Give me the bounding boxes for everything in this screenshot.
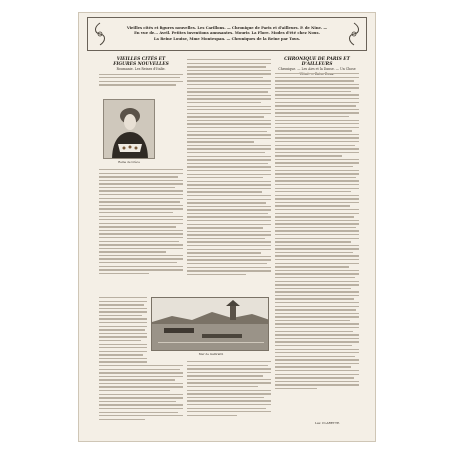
left-article-body-top [99, 74, 183, 86]
left-article-body-end [99, 365, 183, 422]
header-line: En vue de... Avril. Petites inventions amusantes. Mourir. La Flore. Modes d'été chez Nous. [134, 31, 320, 36]
right-column-body [275, 73, 359, 391]
header-banner [87, 17, 367, 51]
photo-caption: Mer de Galbraith [198, 352, 224, 356]
middle-column-body-bottom [187, 361, 271, 418]
portrait-caption: Reine de Grèce [118, 160, 140, 164]
author-signature: Lav. CLARETTE. [315, 421, 341, 425]
right-article-subtitle: Chronique. — Les Airs et la Danse. — Un Chose [278, 67, 356, 71]
right-ornament-icon [342, 19, 366, 49]
harbor-photo [151, 297, 269, 351]
header-line: Vieilles cités et figures nouvelles. Les Carillons. — Chronique de Paris et d'ailleurs. P. de Nine. — [126, 26, 328, 31]
left-article-title-line1: VIEILLES CITÉS ET [116, 57, 166, 62]
header-contents [112, 26, 342, 42]
left-article-body [99, 169, 183, 276]
middle-column-body [187, 59, 271, 277]
left-article [99, 57, 183, 88]
left-ornament-icon [88, 19, 112, 49]
header-line: La Reine Louise, Mme Montespan. — Chroniques de la Reine par Tous. [153, 36, 301, 41]
portrait-image [103, 99, 155, 159]
left-article-title-line2: FIGURES NOUVELLES [113, 62, 169, 67]
right-article-title: CHRONIQUE DE PARIS ET D'AILLEURS [284, 57, 350, 67]
scanned-page [78, 12, 376, 442]
left-article-subtitle: Roumanie. Les Reines d'Italie. [116, 67, 166, 71]
